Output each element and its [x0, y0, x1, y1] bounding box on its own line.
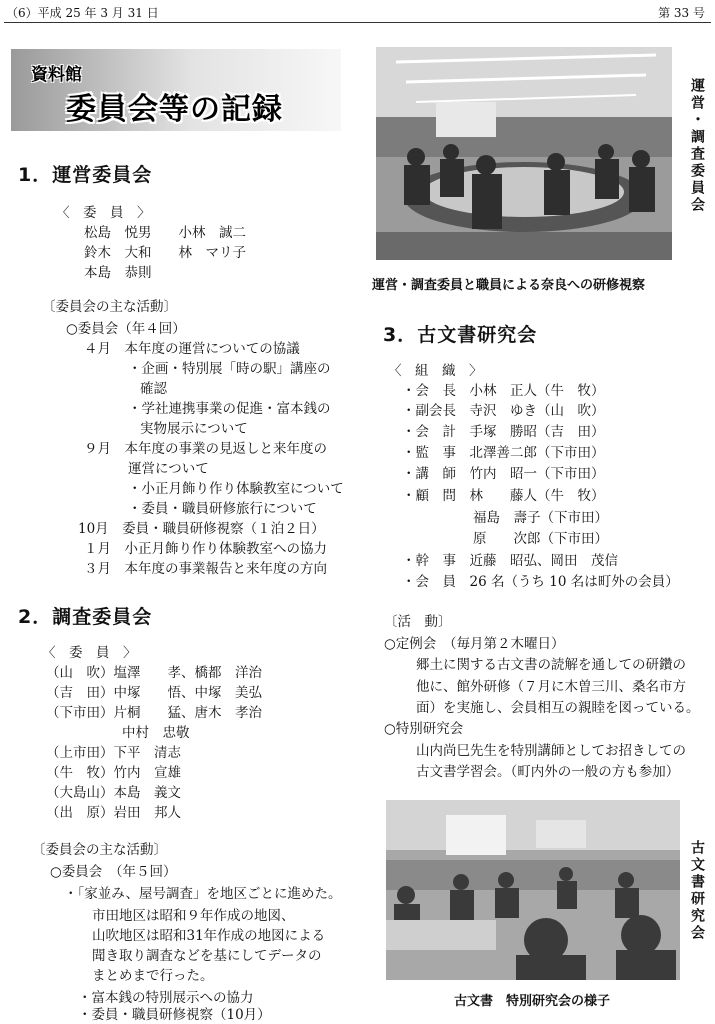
sec1-line: １月 小正月飾り作り体験教室への協力 — [84, 541, 327, 557]
sec1-line: 松島 悦男 小林 誠二 — [84, 225, 246, 241]
sec1-line: ３月 本年度の事業報告と来年度の方向 — [84, 561, 327, 577]
sec2-line: （下市田）片桐 猛、唐木 孝治 — [46, 705, 262, 721]
sec1-line: ・学社連携事業の促進・富本銭の — [128, 401, 331, 417]
sec3-line: ・会 長 小林 正人（牛 牧） — [402, 383, 605, 399]
sec1-line: 運営について — [128, 461, 209, 477]
sec2-line: ・富本銭の特別展示への協力 — [78, 990, 254, 1006]
sec1-line: 10月 委員・職員研修視察（１泊２日） — [78, 521, 325, 537]
sec2-line: 市田地区は昭和９年作成の地図、 — [92, 908, 295, 924]
sec3-line: ○定例会 （毎月第２木曜日） — [384, 636, 565, 652]
study-session-photo-image — [386, 800, 680, 980]
sec1-line: 本島 恭則 — [84, 265, 152, 281]
sec1-line: 〔委員会の主な活動〕 — [42, 299, 177, 315]
banner-subtitle: 資料館 — [31, 65, 82, 85]
sec1-line: 実物展示について — [140, 421, 248, 437]
sec2-line: （牛 牧）竹内 宣雄 — [46, 765, 181, 781]
sec2-line: 〔委員会の主な活動〕 — [32, 842, 167, 858]
sec1-line: ・小正月飾り作り体験教室について — [128, 481, 344, 497]
issue-number: 第 33 号 — [658, 6, 705, 20]
sec3-line: 〔活 動〕 — [384, 614, 452, 630]
sec1-line: 〈 委 員 〉 — [56, 205, 151, 221]
section1-heading: 1．運営委員会 — [18, 164, 153, 186]
sec2-line: ○委員会 （年５回） — [50, 864, 177, 880]
sec1-line: ４月 本年度の運営についての協議 — [84, 341, 300, 357]
sec3-line: 郷土に関する古文書の読解を通しての研鑽の — [416, 657, 686, 673]
sec1-line: 鈴木 大和 林 マリ子 — [84, 245, 246, 261]
sec1-line: ・委員・職員研修旅行について — [128, 501, 317, 517]
sec2-line: （山 吹）塩澤 孝、橋都 洋治 — [46, 665, 262, 681]
sec2-line: 聞き取り調査などを基にしてデータの — [92, 948, 322, 964]
sec2-line: 山吹地区は昭和31年作成の地図による — [92, 928, 326, 944]
sec2-line: まとめまで行った。 — [92, 968, 214, 984]
sec3-line: 〈 組 織 〉 — [388, 363, 483, 379]
sec1-line: ○委員会（年４回） — [66, 321, 186, 337]
sec1-line: ・企画・特別展「時の駅」講座の — [128, 361, 331, 377]
sec3-line: ・監 事 北澤善二郎（下市田） — [402, 445, 605, 461]
issue-date: （6）平成 25 年 3 月 31 日 — [6, 6, 159, 20]
sec2-line: ・委員・職員研修視察（10月） — [78, 1007, 271, 1023]
sec3-line: ・会 員 26 名（うち 10 名は町外の会員） — [402, 574, 679, 590]
sec2-line: （吉 田）中塚 悟、中塚 美弘 — [46, 685, 262, 701]
study-session-photo — [386, 800, 680, 980]
header-rule — [4, 22, 711, 23]
sec3-line: ・幹 事 近藤 昭弘、岡田 茂信 — [402, 553, 618, 569]
sec3-line: 面）を実施し、会員相互の親睦を図っている。 — [416, 700, 700, 716]
sec1-line: ９月 本年度の事業の見返しと来年度の — [84, 441, 327, 457]
sec2-line: （大島山）本島 義文 — [46, 785, 181, 801]
sec3-line: ○特別研究会 — [384, 721, 464, 737]
meeting-photo-image — [376, 47, 672, 260]
sec3-line: 他に、館外研修（７月に木曽三川、桑名市方 — [416, 679, 686, 695]
sec3-line: 福島 壽子（下市田） — [473, 510, 608, 526]
sec3-line: 原 次郎（下市田） — [473, 531, 608, 547]
sec2-line: ・「家並み、屋号調査」を地区ごとに進めた。 — [64, 886, 342, 902]
section2-heading: 2．調査委員会 — [18, 606, 153, 628]
photo2-caption: 古文書 特別研究会の様子 — [454, 994, 611, 1009]
page-title: 委員会等の記録 — [66, 92, 283, 127]
sec2-line: 〈 委 員 〉 — [42, 645, 137, 661]
sec2-line: 中村 忠敬 — [122, 725, 190, 741]
photo2-side-label: 古文書研究会 — [689, 840, 705, 942]
sec3-line: ・講 師 竹内 昭一（下市田） — [402, 466, 605, 482]
sec3-line: 古文書学習会。（町内外の一般の方も参加） — [416, 764, 680, 780]
section3-heading: 3．古文書研究会 — [383, 324, 538, 346]
sec3-line: ・会 計 手塚 勝昭（吉 田） — [402, 424, 605, 440]
sec1-line: 確認 — [140, 381, 167, 397]
photo1-side-label: 運営・調査委員会 — [689, 78, 705, 214]
sec3-line: ・顧 問 林 藤人（牛 牧） — [402, 488, 605, 504]
sec2-line: （出 原）岩田 邦人 — [46, 805, 181, 821]
meeting-photo — [376, 47, 672, 260]
photo1-caption: 運営・調査委員と職員による奈良への研修視察 — [372, 278, 646, 293]
sec3-line: ・副会長 寺沢 ゆき（山 吹） — [402, 403, 605, 419]
sec2-line: （上市田）下平 清志 — [46, 745, 181, 761]
sec3-line: 山内尚巳先生を特別講師としてお招きしての — [416, 743, 686, 759]
